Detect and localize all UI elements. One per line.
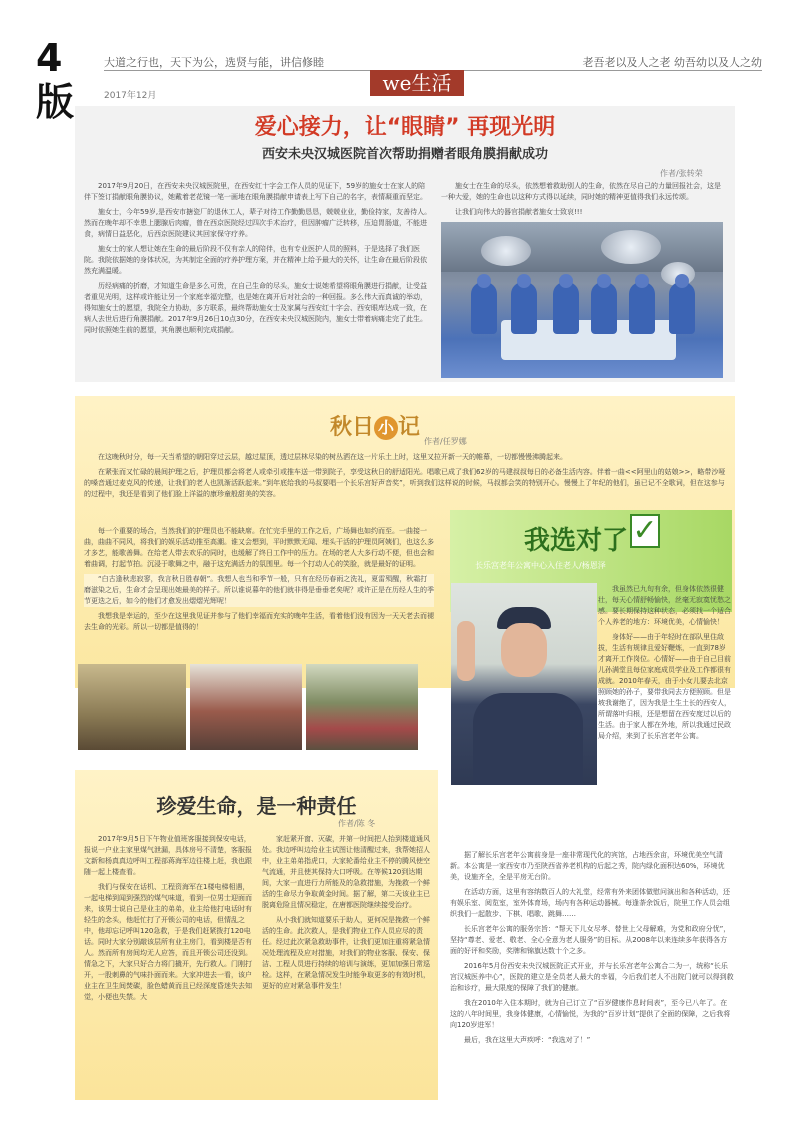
article2-title-a: 秋日	[330, 414, 375, 440]
article4-title: 珍爱生命，是一种责任	[156, 794, 357, 818]
column-title: we生活	[370, 70, 464, 96]
article4-right-para-1: 家赶紧开窗、灭碳，并第一时间把人抬到楼道通风处。我边呼叫边给业主试图让他清醒过来，我帮她招人中，业主弟弟指虎口，大家轮番给业主不停的腾风使空气流通，并且使其保持大口呼吸。在等候120到达期间，大家一直进行力所能及的急救措施，为挽救一个鲜活的生命尽力争取黄金时间。据了解，第二天该业主已脱离危险且情况稳定，在唐都医院继续接受治疗。	[262, 835, 430, 909]
article4-author: 作者/陈 冬	[338, 819, 376, 828]
article1-para-2: 施女士，今年59岁,是西安市搪瓷厂的退休工人，辈子对待工作勤勤恳恳，兢兢业业，勤俭持家，友善待人。然而在晚年却不幸患上腮腺后肉瘤，曾在西京医院经过四次手术治疗，但因肿瘤广泛转移，压迫胃肠道，不能进食，病情日益恶化，后西京医院建议其回家保守疗养。	[84, 208, 432, 238]
autumn-photos	[78, 664, 418, 750]
article2-para-5: 我想我是幸运的，至少在这里我见证并参与了他们幸福而充实的晚年生活，看着他们没有因为一天天老去而褪去生命的光彩。所以一切都是值得的！	[84, 612, 434, 631]
article2-author: 作者/任罗娜	[424, 437, 467, 446]
article2-body-top	[84, 452, 726, 504]
article3-para-5: 长乐宫老年公寓的服务宗旨：“帮天下儿女尽孝、替世上父母解难，为党和政府分忧”，坚持“尊老、爱老、敬老、全心全意为老人服务”的目标。从2008年以来连续多年获得各方面的好评和奖励，奖牌和锦旗达数十个之多。	[450, 925, 731, 955]
article1-para-3: 施女士的家人想让她在生命的最后阶段不仅有亲人的陪伴，也有专业医护人员的照料，于是选择了我们医院。我院依据她的身体状况，为其制定全面的疗养护理方案，并在精神上给予最大的关怀，让生命在最后阶段依然充满温暖。	[84, 245, 427, 275]
article3-para-7: 我在2010年入住本期时，就为自己订立了“百岁健康作息时间表”，至今已八年了。在这的八年时间里，我身体健康，心情愉悦，为我的“百岁计划”提供了全面的保障，之后我将向120岁进军！	[450, 999, 731, 1029]
article1-title: 爱心接力，让“眼睛” 再现光明	[254, 115, 556, 140]
article3-title: 我选对了	[524, 526, 629, 556]
operating-room-photo	[441, 222, 723, 378]
article4-body-right	[262, 834, 432, 996]
issue-date: 2017年12月	[104, 91, 157, 101]
article2-para-4: “白古逢秋悲寂寥，我言秋日胜春朝”。我想人也当和季节一般，只有在经历春雨之洗礼，夏雷殒醒，秋霜打磨滋染之后，生命才会呈现出她最美的样子。所以谁说暮年的他们就非得是垂垂老矣呢？或许正是在历经人生的季节更迭之后，如今的他们才愈发出熠熠光辉呢！	[84, 575, 434, 605]
article3-body-bottom	[450, 850, 734, 1050]
article2-para-3: 每一个重要的场合，当然我们的护理员也不能缺席。在忙完手里的工作之后，广场舞也如约而至。一曲接一曲，曲曲不同风，将我们的娱乐活动推至高潮。谁又会想到，平时默默无闻、埋头干活的护理员阿姨们，也这么多才多艺，能歌善舞。在给老人带去欢乐的同时，也缓解了终日工作中的压力。在场的老人大多行动不便，但也会和着曲调，打起节拍。沉浸于歌舞之中，融于这充满活力的氛围里。每一个打动人心的笑脸，就是最好的证明。	[84, 527, 434, 568]
article1-para-4: 历经病痛的折磨，才知道生命是多么可贵，在自己生命的尽头，施女士说她希望将眼角膜进行捐献，让受益者重见光明，这样或许能让另一个家庭幸福完整，也是她在离开后对社会的一种回报。多么伟大而真诚的举动，得知施女士的愿望，我院全力协助，多方联系，最终帮助施女士及家属与西安红十字会、西安眼库达成一致，在病人去世后进行角膜捐献。2017年9月26日10点30分，在西安未央汉城医院内，施女士带着病痛走完了此生。同时依照她生前的愿望，其角膜也顺利完成捐献。	[84, 282, 427, 334]
article2-title-small: 小	[374, 416, 398, 440]
article4-right-para-2: 从小我们就知道要乐于助人，更何况是挽救一个鲜活的生命。此次救人，是我们物业工作人员应尽的责任。经过此次紧急救助事件，让我们更加注重将紧急情况处理流程及应对措施，对我们的物业客服、保安、保洁、工程人员进行持续的培训与演练，更加加强日常巡检。这样，在紧急情况发生时能争取更多的有效时机，更好的应对紧急事件发生！	[262, 916, 430, 990]
article1-body-right	[441, 181, 725, 222]
edition-number: 4版	[36, 36, 74, 124]
article4-left-para-1: 2017年9月5日下午物业值班客服接到保安电话，报说一户业主家里煤气泄漏，具体房号不清楚，客服报文新和杨真真边呼叫工程部蒋海军边往楼上赶，我也跟随一起上楼查看。	[84, 835, 252, 876]
article2-title	[330, 410, 420, 441]
article1-subtitle: 西安未央汉城医院首次帮助捐赠者眼角膜捐献成功	[261, 147, 548, 162]
article3-para-6: 2016年5月份西安未央汉城医院正式开业，并与长乐宫老年公寓合二为一，统称“长乐宫汉城医养中心”，医院的建立是全员老人最大的幸福，今后我们老人不出院门就可以得到救治和诊疗，最大限度的保障了我们的健康。	[450, 962, 734, 992]
article2-body-left	[84, 526, 434, 637]
article3-body-top	[598, 584, 732, 746]
photo-elders-indoor	[190, 664, 302, 750]
slogan-right: 老吾老以及人之老 幼吾幼以及人之幼	[582, 56, 762, 69]
elderly-man-photo	[451, 583, 597, 785]
article1-author: 作者/张转荣	[660, 169, 703, 178]
slogan-left: 大道之行也，天下为公，选贤与能，讲信修睦	[104, 56, 324, 69]
article3-para-3: 据了解长乐宫老年公寓前身是一座非常现代化的宾馆，占地西余亩，环境优美空气清新。本公寓是一家西安市乃至陕西省养老机构的后起之秀，院内绿化面积达60%，环境优美，设施齐全，全是平房无台阶。	[450, 851, 725, 881]
photo-caregivers-walk	[306, 664, 418, 750]
article2-para-1: 在这晚秋时分，每一天当希望的朝阳穿过云层，越过屋顶，透过层林尽染的树丛洒在这一片乐土上时，这里又拉开新一天的帷幕，一切都慢慢沸腾起来。	[98, 453, 567, 461]
article4-body-left	[84, 834, 254, 1007]
article4-left-para-2: 我们与保安在话机、工程资海军在1楼电梯相遇，一起电梯到闻到强烈的煤气味道，看到一位男士迎面而来，该男士说自己是业主的弟弟，业主给他打电话时有轻生的念头，他赶忙打了开锁公司的电话，但情乱之中，他却忘记呼叫120急救，于是我们赶紧拨打120电话。同时大家分别敲该层所有业主房门，看到楼是否有人。然而所有房间均无人应答，而且开锁公司还没到。情急之下，大家只好合力将门撬开，先行救人。门刚打开，一股刺鼻的气味扑面而来。大家冲进去一看，该户业主在卫生间焚碳，脸色蜡黄而且已经深度昏迷失去知觉，小便也失禁。大	[84, 883, 252, 1001]
article2-title-c: 记	[398, 414, 421, 440]
article3-para-4: 在活动方面，这里有容纳数百人的大礼堂，经常有外来团体做慰问演出和各种活动，还有娱乐室、阅览室，室外体育场，场内有各种运动器械。每逢荼余饭后，院里工作人员会组织我们一起散步、下棋、唱歌、跳舞……	[450, 888, 730, 918]
article1-para-5: 施女士在生命的尽头，依然想着救助别人的生命，依然在尽自己的力量回报社会，这是一种大爱，她的生命也以这种方式得以延续，同时她的精神更值得我们永远传颂。	[441, 182, 721, 201]
article3-subtitle: 长乐宫老年公寓中心入住老人/杨恩泽	[475, 561, 606, 570]
article1-para-1: 2017年9月20日，在西安未央汉城医院里，在西安红十字会工作人员的见证下，59岁的施女士在家人的陪伴下签订捐献眼角膜协议，她戴着老花镜一笔一画地在眼角膜捐献申请表上写下自己的名字，表情凝重而坚定。	[84, 182, 427, 201]
article3-para-2: 身体好——由于年轻时在部队里住敌拔，生活有规律且爱好鞭炼，一直到78岁才离开工作岗位。心情好——由于自己目前儿孙满堂且每位家庭成员学业及工作都很有成就。2010年春天，由于小女儿要去北京照顾她的孙子，要带我同去方便照顾。但是坡我谢绝了，因为我是土生土长的西安人，所谓落叶归根，还是想留在西安度过以后的生活。由于家人都在外地，所以我通过民政局介绍，来到了长乐宫老年公寓。	[598, 633, 731, 740]
article1-para-6: 让我们向伟大的器官捐献者施女士致哀!!!	[455, 208, 583, 216]
article3-para-1: 我虽然已九旬有余，但身体依然很健壮，每天心情舒畅愉快，丝毫无寂寞忧愁之感。要长期保持这种状态，必须找一个适合个人养老的地方：环境优美，心情愉快！	[598, 585, 731, 626]
article2-para-2: 在紧张而又忙碌的晨间护理之后，护理员都会将老人或牵引或推车送一带到院子，享受这秋日的舒适阳光。唱歌已成了我们62岁的马建叔叔每日的必备生活内容。伴着一曲<<阿里山的姑娘>>，略带沙哑的嗓音通过麦克风的传递，让我们的老人也凯渐活跃起来。”到年底给我的马叔要唱一个长乐宫好声音奖”，听到我们这样说的时候，马叔都会笑的特别开心。慢慢上了年纪的他们，虽已记不全歌词，但在这参与的过程中，我还是看到了他们脸上洋溢的康珍童般甜美的笑容。	[84, 468, 726, 498]
article3-para-8: 最后，我在这里大声疾呼：“我选对了！”	[464, 1036, 591, 1044]
checkmark-icon: ✓	[630, 514, 660, 548]
article1-body-left	[84, 181, 432, 340]
photo-elders-yard	[78, 664, 186, 750]
